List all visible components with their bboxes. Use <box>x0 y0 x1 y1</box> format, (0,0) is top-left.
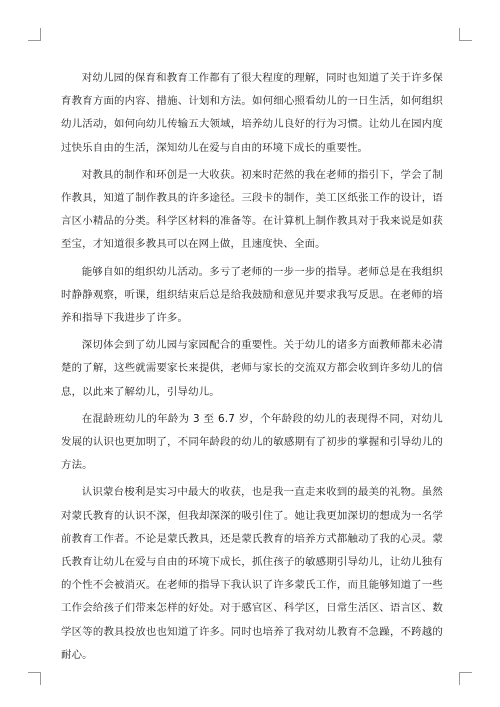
paragraph-mixed-age-class: 在混龄班幼儿的年龄为 3 至 6.7 岁，个年龄段的幼儿的表现得不同，对幼儿发展的认识也更加明了，不同年龄段的幼儿的敏感期有了初步的掌握和引导幼儿的方法。 <box>61 412 443 472</box>
paragraph-childcare-understanding: 对幼儿园的保育和教育工作都有了很大程度的理解，同时也知道了关于许多保育教育方面的内容、措施、计划和方法。如何细心照看幼儿的一日生活，如何组织幼儿活动，如何向幼儿传输五大领域，培养幼儿良好的行为习惯。让幼儿在园内度过快乐自由的生活，深知幼儿在爱与自由的环境下成长的重要性。 <box>61 72 443 154</box>
paragraph-teaching-aids: 对教具的制作和环创是一大收获。初来时茫然的我在老师的指引下，学会了制作教具，知道了制作教具的许多途径。三段卡的制作，美工区纸张工作的设计，语言区小精品的分类。科学区材料的准备等。在计算机上制作教具对于我来说是如获至宝，才知道很多教具可以在网上做，且速度快、全面。 <box>61 168 443 251</box>
paragraph-home-school-cooperation: 深切体会到了幼儿园与家园配合的重要性。关于幼儿的诸多方面教师都未必清楚的了解，这些就需要家长来提供，老师与家长的交流双方都会收到许多幼儿的信息，以此来了解幼儿，引导幼儿。 <box>61 339 443 398</box>
paragraph-organizing-activities: 能够自如的组织幼儿活动。多亏了老师的一步一步的指导。老师总是在我组织时静静观察，听课，组织结束后总是给我鼓励和意见并要求我写反思。在老师的培养和指导下我进步了许多。 <box>61 265 443 325</box>
document-body <box>61 67 443 671</box>
crop-mark-top-left <box>28 28 41 41</box>
crop-mark-bottom-right <box>459 672 472 685</box>
crop-mark-bottom-left <box>28 672 41 685</box>
crop-mark-top-right <box>459 28 472 41</box>
paragraph-montessori: 认识蒙台梭利是实习中最大的收获，也是我一直走来收到的最美的礼物。虽然对蒙氏教育的认识不深，但我却深深的吸引住了。她让我更加深切的想成为一名学前教育工作者。不论是蒙氏教具，还是蒙氏教育的培养方式都触动了我的心灵。蒙氏教育让幼儿在爱与自由的环境下成长，抓住孩子的敏感期引导幼儿，让幼儿独有的个性不会被消灭。在老师的指导下我认识了许多蒙氏工作，而且能够知道了一些工作会给孩子们带来怎样的好处。对于感官区、科学区，日常生活区、语言区、数学区等的教具投放也也知道了许多。同时也培养了我对幼儿教育不急躁，不跨越的耐心。 <box>61 486 443 661</box>
